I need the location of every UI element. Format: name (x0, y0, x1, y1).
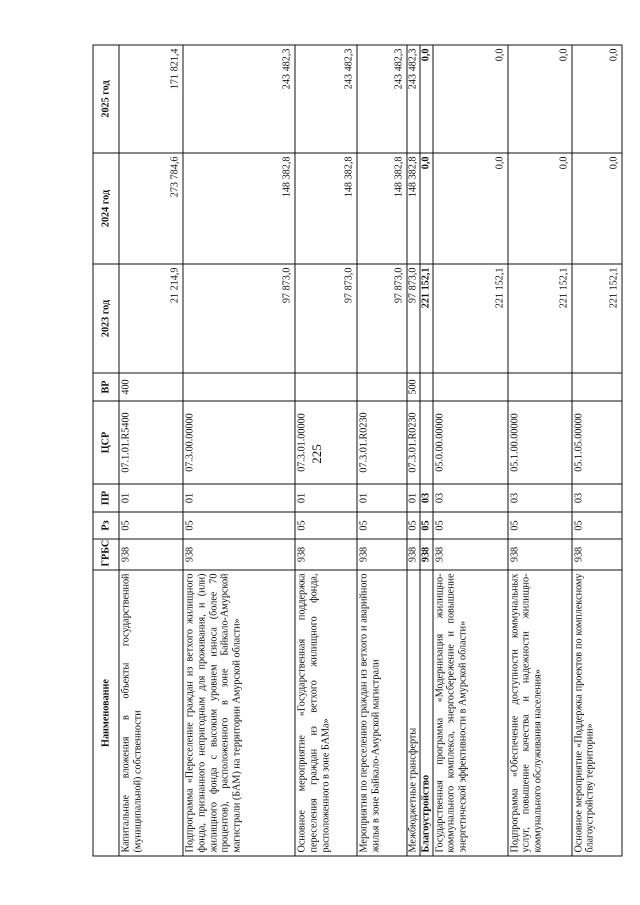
row-pr: 01 (119, 484, 183, 512)
row-pr: 01 (357, 484, 407, 512)
row-grbs: 938 (507, 539, 571, 570)
row-rz: 05 (407, 512, 420, 539)
row-rz: 05 (571, 512, 621, 539)
row-csr: 05.1.05.00000 (571, 401, 621, 484)
row-csr: 07.3.01.R0230 (357, 401, 407, 484)
row-2025: 243 482,3 (183, 45, 295, 153)
table-row (432, 45, 507, 856)
row-rz: 05 (507, 512, 571, 539)
row-grbs: 938 (407, 539, 420, 570)
row-csr: 07.3.01.00000 (295, 401, 357, 484)
header-2024: 2024 год (93, 153, 119, 264)
row-name: Подпрограмма «Переселение граждан из ветхого жилищного фонда, признанного непригодным для проживания, и (или) жилищного фонда с высоким уровнем износа (более 70 процентов), расположенного в зоне Байкало-Амурской магистрали (БАМ) на территории Амурской области» (183, 570, 295, 856)
row-2023: 221 152,1 (507, 264, 571, 373)
row-2023: 221 152,1 (432, 264, 507, 373)
row-vr (432, 373, 507, 401)
row-csr: 07.3.01.R0230 (407, 401, 420, 484)
row-2024: 148 382,8 (407, 153, 420, 264)
row-2025: 0,0 (432, 45, 507, 153)
row-grbs: 938 (419, 539, 432, 570)
table-row (507, 45, 571, 856)
row-pr: 03 (432, 484, 507, 512)
row-2024: 273 784,6 (119, 153, 183, 264)
row-2025: 243 482,3 (295, 45, 357, 153)
header-2023: 2023 год (93, 264, 119, 373)
row-csr (419, 401, 432, 484)
row-name: Благоустройство (419, 570, 432, 856)
row-2025: 171 821,4 (119, 45, 183, 153)
table-row (295, 45, 357, 856)
row-vr (183, 373, 295, 401)
row-vr (419, 373, 432, 401)
row-2023: 221 152,1 (571, 264, 621, 373)
row-grbs: 938 (432, 539, 507, 570)
header-2025: 2025 год (93, 45, 119, 153)
row-vr: 500 (407, 373, 420, 401)
header-grbs: ГРБС (93, 539, 119, 570)
row-2025: 243 482,3 (357, 45, 407, 153)
row-vr: 400 (119, 373, 183, 401)
row-name: Государственная программа «Модернизация жилищно-коммунального комплекса, энергосбережение и повышение энергетической эффективности в Амурской области» (432, 570, 507, 856)
row-csr: 05.0.00.00000 (432, 401, 507, 484)
row-2023: 97 873,0 (183, 264, 295, 373)
rotated-table-frame (92, 45, 640, 856)
row-2023: 97 873,0 (357, 264, 407, 373)
row-2024: 0,0 (507, 153, 571, 264)
table-row (419, 45, 432, 856)
row-2025: 243 482,3 (407, 45, 420, 153)
row-grbs: 938 (295, 539, 357, 570)
row-2024: 0,0 (571, 153, 621, 264)
row-pr: 01 (407, 484, 420, 512)
row-2024: 148 382,8 (183, 153, 295, 264)
row-vr (507, 373, 571, 401)
row-rz: 05 (419, 512, 432, 539)
row-2023: 97 873,0 (295, 264, 357, 373)
row-pr: 03 (507, 484, 571, 512)
row-rz: 05 (119, 512, 183, 539)
row-vr (571, 373, 621, 401)
row-grbs: 938 (357, 539, 407, 570)
table-row (183, 45, 295, 856)
row-pr: 03 (571, 484, 621, 512)
row-name: Основное мероприятие «Поддержка проектов по комплексному благоустройству территории» (571, 570, 621, 856)
row-2024: 0,0 (432, 153, 507, 264)
row-2024: 148 382,8 (295, 153, 357, 264)
row-2025: 0,0 (507, 45, 571, 153)
row-2024: 0,0 (419, 153, 432, 264)
row-2023: 21 214,9 (119, 264, 183, 373)
row-grbs: 938 (571, 539, 621, 570)
table-wrapper (92, 45, 640, 856)
header-row (93, 45, 119, 856)
row-rz: 05 (183, 512, 295, 539)
header-pr: ПР (93, 484, 119, 512)
row-2025: 0,0 (571, 45, 621, 153)
row-pr: 03 (419, 484, 432, 512)
page-number: 225 (309, 444, 324, 464)
table-row (119, 45, 183, 856)
header-csr: ЦСР (93, 401, 119, 484)
row-name: Подпрограмма «Обеспечение доступности коммунальных услуг, повышение качества и надежности жилищно-коммунального обслуживания населения» (507, 570, 571, 856)
header-rz: Рз (93, 512, 119, 539)
row-csr: 07.1.01.R5400 (119, 401, 183, 484)
row-vr (295, 373, 357, 401)
row-2024: 148 382,8 (357, 153, 407, 264)
row-name: Межбюджетные трансферты (407, 570, 420, 856)
row-pr: 01 (295, 484, 357, 512)
row-rz: 05 (295, 512, 357, 539)
row-name: Основное мероприятие «Государственная поддержка переселения граждан из ветхого жилищного фонда, расположенного в зоне БАМа» (295, 570, 357, 856)
row-grbs: 938 (183, 539, 295, 570)
row-2023: 221 152,1 (419, 264, 432, 373)
budget-table (92, 44, 622, 856)
table-row (407, 45, 420, 856)
header-vr: ВР (93, 373, 119, 401)
header-name: Наименование (93, 570, 119, 856)
row-name: Капитальные вложения в объекты государственной (муниципальной) собственности (119, 570, 183, 856)
row-csr: 05.1.00.00000 (507, 401, 571, 484)
row-rz: 05 (432, 512, 507, 539)
row-2025: 0,0 (419, 45, 432, 153)
table-row (357, 45, 407, 856)
row-csr: 07.3.00.00000 (183, 401, 295, 484)
row-pr: 01 (183, 484, 295, 512)
row-vr (357, 373, 407, 401)
row-rz: 05 (357, 512, 407, 539)
table-row (571, 45, 621, 856)
row-name: Мероприятия по переселению граждан из ветхого и аварийного жилья в зоне Байкало-Амурской магистрали (357, 570, 407, 856)
row-2023: 97 873,0 (407, 264, 420, 373)
row-grbs: 938 (119, 539, 183, 570)
